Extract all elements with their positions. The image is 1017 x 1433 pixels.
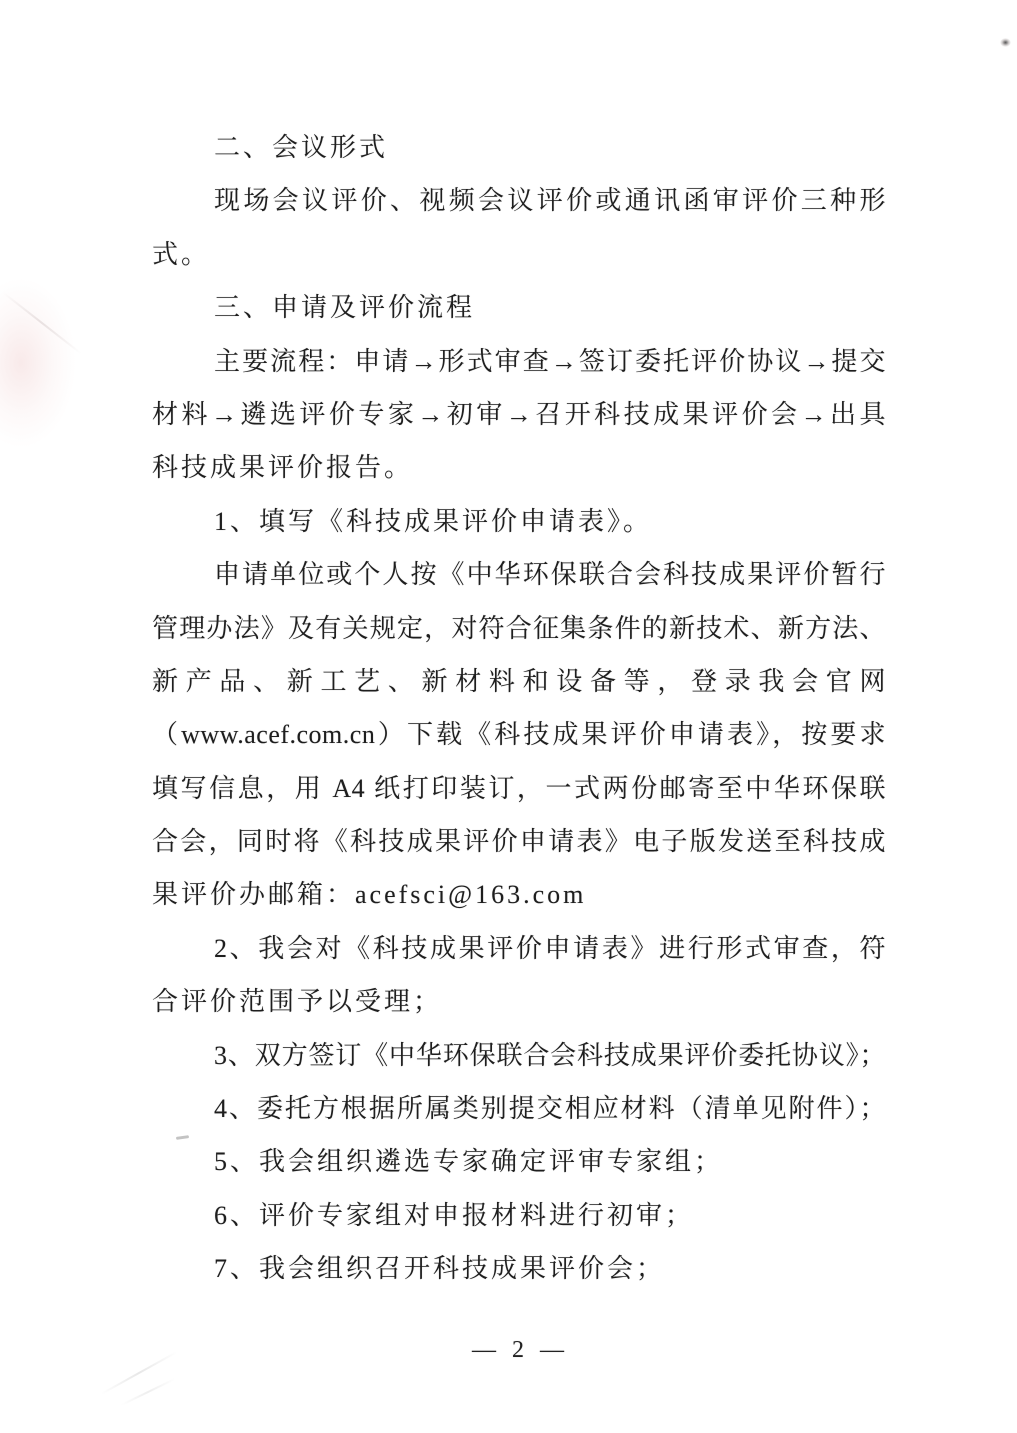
text-line: 材料→遴选评价专家→初审→召开科技成果评价会→出具 — [152, 399, 886, 429]
scan-artifact-crease — [2, 291, 82, 354]
page-number: — 2 — — [472, 1337, 566, 1363]
text-line: 5、我会组织遴选专家确定评审专家组； — [214, 1147, 724, 1177]
document-body — [152, 121, 886, 1296]
text-line: 管理办法》及有关规定，对符合征集条件的新技术、新方法、 — [152, 613, 886, 643]
text-line: 果评价办邮箱：acefsci@163.com — [152, 880, 587, 910]
text-line: 三、申请及评价流程 — [214, 293, 476, 323]
text-line: 主要流程：申请→形式审查→签订委托评价协议→提交 — [214, 346, 886, 376]
text-line: 合会，同时将《科技成果评价申请表》电子版发送至科技成 — [152, 827, 886, 857]
text-line: 7、我会组织召开科技成果评价会； — [214, 1254, 666, 1284]
scan-artifact-speck — [1000, 38, 1011, 47]
text-line: 1、填写《科技成果评价申请表》。 — [214, 506, 653, 536]
scan-artifact-crease — [121, 1378, 176, 1406]
text-line: 3、双方签订《中华环保联合会科技成果评价委托协议》； — [214, 1040, 886, 1070]
text-line: 式。 — [152, 239, 211, 269]
text-line: 2、我会对《科技成果评价申请表》进行形式审查，符 — [214, 933, 886, 963]
text-line: 合评价范围予以受理； — [152, 987, 443, 1017]
text-lines — [152, 121, 886, 1296]
text-line: 科技成果评价报告。 — [152, 453, 414, 483]
text-line: 现场会议评价、视频会议评价或通讯函审评价三种形 — [214, 186, 886, 216]
scan-artifact-smudge — [0, 278, 76, 448]
text-line: 6、评价专家组对申报材料进行初审； — [214, 1200, 695, 1230]
text-line: 4、委托方根据所属类别提交相应材料（清单见附件）； — [214, 1094, 886, 1124]
text-line: （www.acef.com.cn）下载《科技成果评价申请表》，按要求 — [152, 720, 886, 750]
text-line: 申请单位或个人按《中华环保联合会科技成果评价暂行 — [214, 560, 886, 590]
text-line: 新产品、新工艺、新材料和设备等，登录我会官网 — [152, 666, 886, 696]
text-line: 填写信息，用 A4 纸打印装订，一式两份邮寄至中华环保联 — [152, 773, 886, 803]
text-line: 二、会议形式 — [214, 133, 389, 162]
